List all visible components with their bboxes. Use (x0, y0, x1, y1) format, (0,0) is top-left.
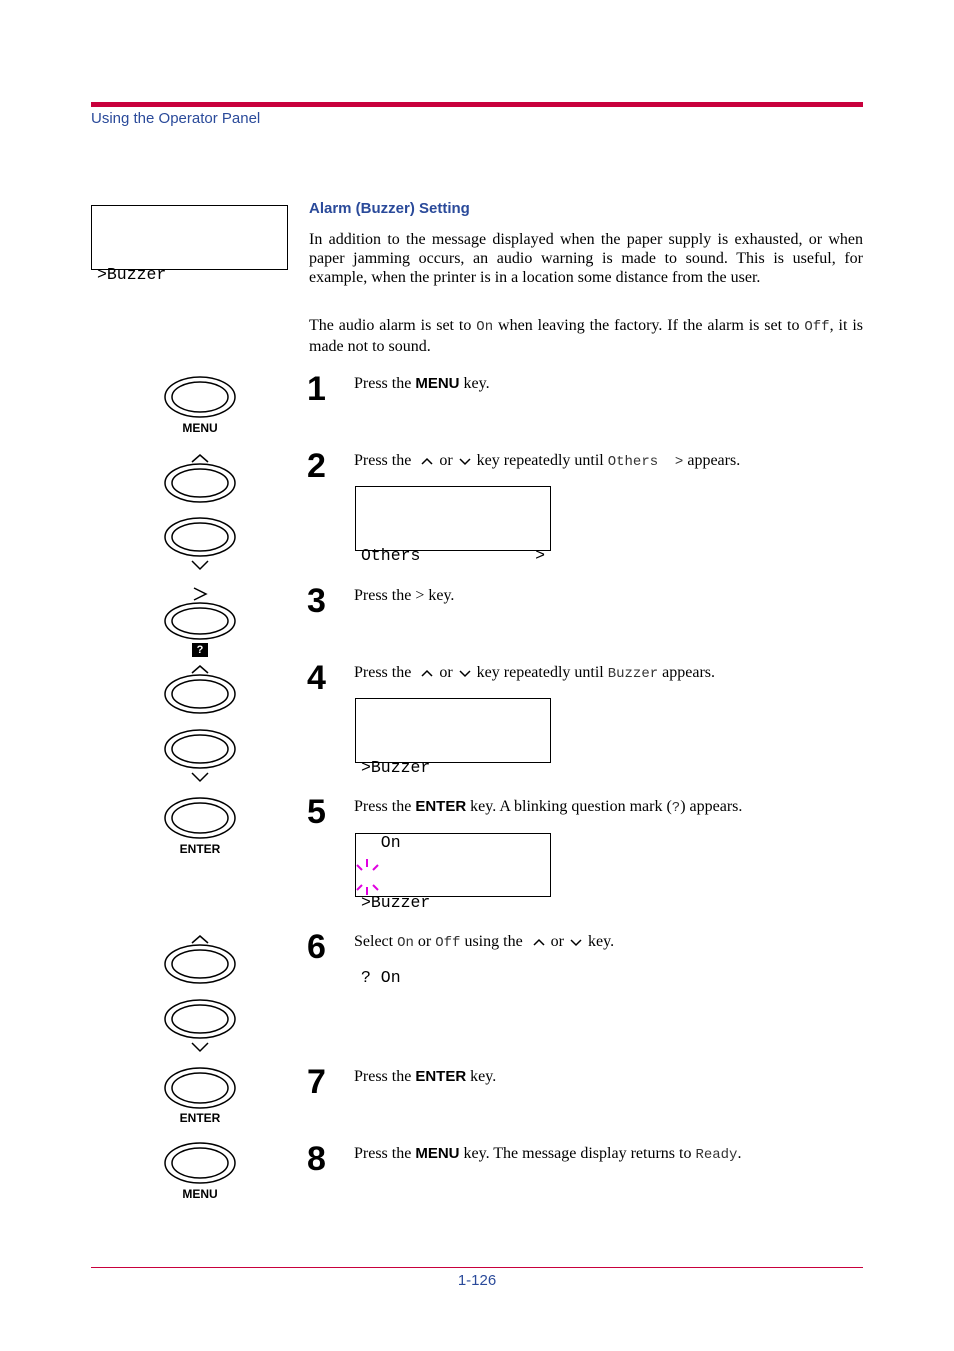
step-number: 3 (307, 582, 326, 620)
down-arrow-icon (458, 668, 472, 678)
up-key-icon (163, 662, 237, 714)
step-text: Press the (354, 1145, 416, 1162)
side-lcd-display (91, 205, 288, 284)
step-text: Press the (354, 798, 416, 815)
lcd-line1: >Buzzer (361, 758, 431, 777)
step-text: Select (354, 933, 398, 950)
lcd-display-others (355, 486, 551, 565)
blink-indicator-icon (354, 857, 382, 897)
default-paragraph (309, 316, 863, 356)
menu-key-icon (163, 1141, 237, 1185)
enter-key-label: ENTER (179, 1111, 221, 1125)
step-text: key. (466, 1068, 497, 1085)
step-6-text (354, 932, 614, 953)
up-arrow-icon (420, 456, 434, 466)
intro-text: In addition to the message displayed when the paper supply is exhausted, or when paper jamming occurs, an audio warning is made to sound. This is useful, for example, when the printer is in a location some distance from the user. (309, 231, 863, 286)
down-key-icon (163, 516, 237, 574)
lcd-line2: On (361, 833, 401, 852)
blink-cursor: ? (361, 968, 371, 987)
step-number: 5 (307, 793, 326, 831)
off-code: Off (435, 935, 461, 951)
step-number: 6 (307, 928, 326, 966)
step-text: ) appears. (680, 798, 743, 815)
enter-key-icon (163, 796, 237, 840)
menu-key-name: MENU (415, 1145, 460, 1162)
step-text: key repeatedly until (476, 452, 608, 469)
enter-key-icon (163, 1066, 237, 1110)
menu-key-name: MENU (415, 375, 460, 392)
step-number: 4 (307, 659, 326, 697)
step-text: Press the (354, 375, 416, 392)
default-on-code: On (476, 319, 494, 335)
enter-key-name: ENTER (415, 1068, 467, 1085)
up-arrow-icon (532, 937, 546, 947)
step-3-text: Press the > key. (354, 587, 455, 604)
step-text: or (439, 664, 453, 681)
menu-key-icon (163, 375, 237, 419)
step-text: key. The message display returns to (459, 1145, 696, 1162)
step-number: 7 (307, 1063, 326, 1101)
step-8-text (354, 1144, 741, 1165)
right-key-icon (163, 585, 237, 641)
step-text: key repeatedly until (476, 664, 608, 681)
step-text: Press the (354, 664, 416, 681)
step-text: . (737, 1145, 742, 1162)
step-text: using the (460, 933, 527, 950)
step-1-text (354, 374, 490, 393)
question-code: ? (671, 800, 681, 816)
others-code: Others > (607, 454, 684, 470)
step-number: 2 (307, 447, 326, 485)
enter-key-label: ENTER (179, 842, 221, 856)
lcd-line1: >Buzzer (361, 893, 431, 912)
default-off-code: Off (804, 319, 830, 335)
step-2-text (354, 451, 740, 472)
step-text: appears. (658, 664, 715, 681)
default-text-pre: The audio alarm is set to (309, 317, 477, 334)
step-text: key. A blinking question mark ( (466, 798, 672, 815)
lcd-line2 (361, 965, 545, 990)
step-5-text (354, 797, 742, 818)
up-arrow-icon (420, 668, 434, 678)
ready-code: Ready (695, 1147, 738, 1163)
step-7-text (354, 1067, 496, 1086)
page-number: 1-126 (457, 1272, 497, 1289)
step-text: or (439, 452, 453, 469)
header-rule (91, 102, 863, 107)
down-arrow-icon (569, 937, 583, 947)
step-number: 8 (307, 1140, 326, 1178)
step-text: appears. (683, 452, 741, 469)
section-title: Alarm (Buzzer) Setting (309, 200, 470, 217)
step-text: or (413, 933, 436, 950)
step-text: Press the (354, 1068, 416, 1085)
menu-key-label: MENU (182, 421, 218, 435)
footer-rule (91, 1267, 863, 1268)
lcd-line1 (361, 543, 545, 568)
down-key-icon (163, 998, 237, 1056)
intro-paragraph (309, 230, 863, 287)
lcd-line2-text: On (370, 968, 401, 987)
default-text-mid: when leaving the factory. If the alarm is set to (493, 317, 805, 334)
default-text-post: , it is made not to sound. (309, 317, 864, 355)
step-text: key. (459, 375, 490, 392)
question-badge: ? (192, 643, 208, 657)
buzzer-code: Buzzer (607, 666, 659, 682)
step-text: or (550, 933, 564, 950)
menu-key-label: MENU (182, 1187, 218, 1201)
step-text: key. (588, 933, 615, 950)
step-4-text (354, 663, 715, 684)
side-lcd-line1: >Buzzer (97, 265, 167, 284)
up-key-icon (163, 452, 237, 504)
up-key-icon (163, 932, 237, 984)
step-text: Press the (354, 452, 416, 469)
enter-key-name: ENTER (415, 798, 467, 815)
down-key-icon (163, 728, 237, 786)
on-code: On (397, 935, 414, 951)
step-number: 1 (307, 370, 326, 408)
down-arrow-icon (458, 456, 472, 466)
running-header: Using the Operator Panel (91, 110, 261, 127)
lcd-right-arrow: > (535, 546, 545, 565)
lcd-line1-text: Others (361, 546, 421, 565)
